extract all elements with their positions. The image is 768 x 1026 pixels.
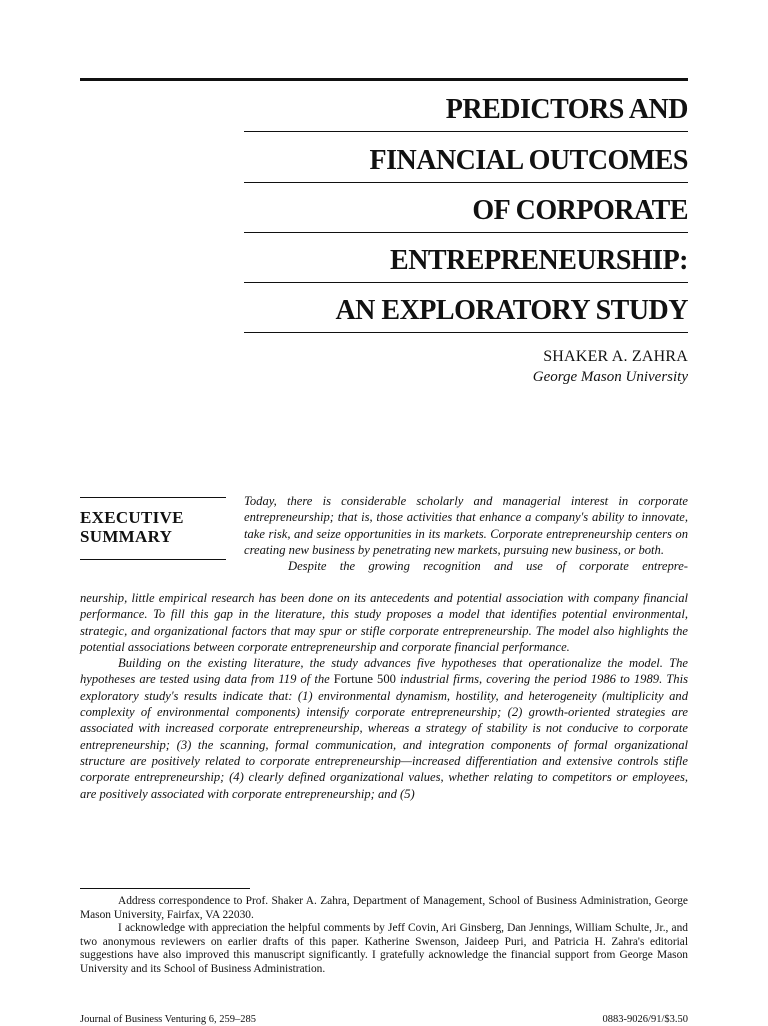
title-rule-4: [244, 282, 688, 283]
title-rule-1: [244, 131, 688, 132]
footnote-correspondence: Address correspondence to Prof. Shaker A. Zahra, Department of Management, School of Business Administration, George Mason University, Fairfax, VA 22030.: [80, 895, 688, 921]
summary-p3-part-b: industrial firms, covering the period 1986 to 1989. This exploratory study's results indicate that: (1) environmental dynamism, hostility, and heterogeneity (multiplicity and complexity of environmental components) intensify corporate entrepreneurship; (2) growth-oriented strategies are associated with increased corporate entrepreneurship, whereas a strategy of stability is not conducive to corporate entrepreneurship; (3) the scanning, formal communication, and integration components of formal organizational structure are positively related to corporate entrepreneurship—increased differentiation and extensive controls stifle corporate entrepreneurship; (4) clearly defined organizational values, whether relating to competitors or employees, are positively associated with corporate entrepreneurship; and (5): [80, 672, 688, 801]
footnote-rule: [80, 888, 250, 889]
footnote-acknowledgment: I acknowledge with appreciation the helpful comments by Jeff Covin, Ari Ginsberg, Dan Jennings, William Schulte, Jr., and two anonymous reviewers on earlier drafts of this paper. Katherine Swenson, Jaideep Puri, and Patricia H. Zahra's editorial suggestions have also improved this manuscript significantly. I gratefully acknowledge the financial support from George Mason University and its School of Business Administration.: [80, 922, 688, 975]
exec-summary-bottom-rule: [80, 559, 226, 560]
title-line-1: PREDICTORS AND: [445, 94, 688, 125]
summary-first-block: [244, 493, 688, 574]
title-rule-2: [244, 182, 688, 183]
exec-heading-line-1: EXECUTIVE: [80, 508, 184, 527]
executive-summary-heading: [80, 508, 184, 546]
title-rule-3: [244, 232, 688, 233]
journal-citation: Journal of Business Venturing 6, 259–285: [80, 1014, 256, 1025]
footnotes: [80, 895, 688, 977]
fortune-500-text: Fortune 500: [333, 672, 396, 687]
title-line-5: AN EXPLORATORY STUDY: [335, 295, 688, 326]
title-line-4: ENTREPRENEURSHIP:: [390, 245, 688, 276]
summary-paragraph-2-rest: neurship, little empirical research has been done on its antecedents and potential association with company financial performance. To fill this gap in the literature, this study proposes a model that identifies potential environmental, strategic, and organizational factors that may spur or stifle corporate entrepreneurship. The model also highlights the potential associations between corporate entrepreneurship and corporate financial performance.: [80, 591, 688, 654]
summary-paragraph-3: [80, 655, 688, 802]
author-block: [533, 347, 688, 387]
author-affiliation: George Mason University: [532, 369, 688, 385]
summary-p3-part-a: Building on the existing literature, the study advances five hypotheses that operationalize the model. The hypotheses are tested using data from 119 of the: [80, 656, 688, 687]
summary-paragraph-1: Today, there is considerable scholarly and managerial interest in corporate entrepreneurship; that is, those activities that enhance a company's ability to innovate, take risk, and seize opportunities in its markets. Corporate entrepreneurship centers on creating new business by penetrating new markets, pursuing new business, or both.: [244, 494, 688, 557]
author-name: SHAKER A. ZAHRA: [543, 348, 688, 365]
article-code: 0883-9026/91/$3.50: [602, 1014, 688, 1025]
title-rule-5: [244, 332, 688, 333]
exec-heading-line-2: SUMMARY: [80, 527, 173, 546]
exec-summary-top-rule: [80, 497, 226, 498]
title-line-2: FINANCIAL OUTCOMES: [369, 145, 688, 176]
summary-paragraph-2-start: Despite the growing recognition and use of corporate entrepre-: [288, 559, 688, 574]
title-line-3: OF CORPORATE: [472, 195, 688, 226]
summary-rest-block: [80, 590, 688, 802]
top-thick-rule: [80, 78, 688, 81]
